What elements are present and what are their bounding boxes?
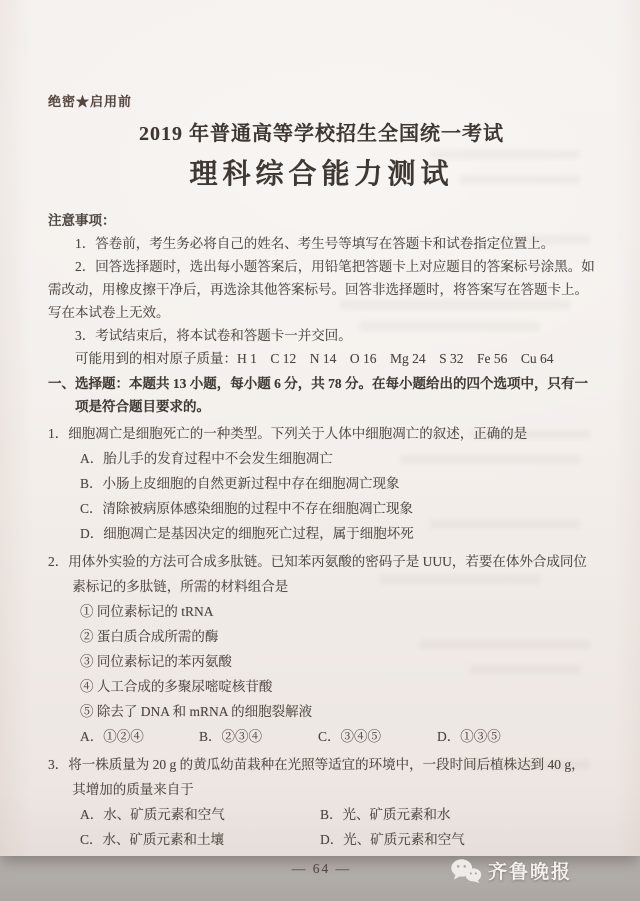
subject-title: 理科综合能力测试: [189, 159, 454, 190]
section-one-heading: 一、选择题：本题共 13 小题，每小题 6 分，共 78 分。在每小题给出的四个选项中，只有一项是符合题目要求的。: [48, 376, 588, 414]
question-2-option-b: B．②③④: [199, 729, 263, 744]
atomic-mass-line: 可能用到的相对原子质量：H 1 C 12 N 14 O 16 Mg 24 S 32 Fe 56 Cu 64: [75, 351, 554, 366]
question-2: [48, 549, 595, 749]
question-1-option-a: A．胎儿手的发育过程中不会发生细胞凋亡: [80, 451, 333, 466]
question-3-option-a: A．水、矿质元素和空气: [80, 807, 225, 822]
question-2-item-1: ① 同位素标记的 tRNA: [80, 604, 214, 619]
publisher-name: 齐鲁晚报: [487, 862, 572, 883]
question-1-stem: 1．细胞凋亡是细胞死亡的一种类型。下列关于人体中细胞凋亡的叙述，正确的是: [48, 426, 528, 441]
question-3: [48, 752, 595, 852]
question-3-stem: 3．将一株质量为 20 g 的黄瓜幼苗栽种在光照等适宜的环境中，一段时间后植株达到 40 g，其增加的质量来自于: [48, 757, 585, 797]
question-2-option-c: C．③④⑤: [318, 729, 382, 744]
question-1-option-c: C．清除被病原体感染细胞的过程中不存在细胞凋亡现象: [80, 501, 414, 516]
classification-label: 绝密★启用前: [48, 94, 133, 109]
question-2-options-row: [80, 724, 595, 749]
question-1: [48, 421, 595, 546]
notice-item-1: 1．答卷前，考生务必将自己的姓名、考生号等填写在答题卡和试卷指定位置上。: [75, 236, 555, 251]
question-3-option-d: D．光、矿质元素和空气: [320, 832, 465, 847]
page-number: — 64 —: [291, 861, 352, 876]
question-2-item-5: ⑤ 除去了 DNA 和 mRNA 的细胞裂解液: [80, 704, 313, 719]
notice-heading: 注意事项：: [48, 213, 116, 228]
question-2-item-2: ② 蛋白质合成所需的酶: [80, 629, 219, 644]
question-2-option-d: D．①③⑤: [437, 729, 501, 744]
exam-notice: [48, 209, 595, 370]
question-1-option-d: D．细胞凋亡是基因决定的细胞死亡过程，属于细胞坏死: [80, 526, 414, 541]
question-2-item-3: ③ 同位素标记的苯丙氨酸: [80, 654, 232, 669]
publisher-watermark: [450, 857, 572, 884]
question-3-option-b: B．光、矿质元素和水: [320, 807, 451, 822]
question-2-item-4: ④ 人工合成的多聚尿嘧啶核苷酸: [80, 679, 273, 694]
wechat-icon: [450, 858, 482, 884]
notice-item-3: 3．考试结束后，将本试卷和答题卡一并交回。: [75, 328, 352, 343]
question-3-options-grid: [80, 802, 595, 852]
notice-item-2: 2．回答选择题时，选出每小题答案后，用铅笔把答题卡上对应题目的答案标号涂黑。如需改动，用橡皮擦干净后，再选涂其他答案标号。回答非选择题时，将答案写在答题卡上。写在本试卷上无效。: [48, 259, 595, 320]
question-2-option-a: A．①②④: [80, 729, 144, 744]
question-1-option-b: B．小肠上皮细胞的自然更新过程中存在细胞凋亡现象: [80, 476, 400, 491]
exam-title: 2019 年普通高等学校招生全国统一考试: [139, 123, 504, 145]
question-3-option-c: C．水、矿质元素和土壤: [80, 832, 225, 847]
question-2-stem: 2．用体外实验的方法可合成多肽链。已知苯丙氨酸的密码子是 UUU，若要在体外合成同位素标记的多肽链，所需的材料组合是: [48, 554, 587, 594]
